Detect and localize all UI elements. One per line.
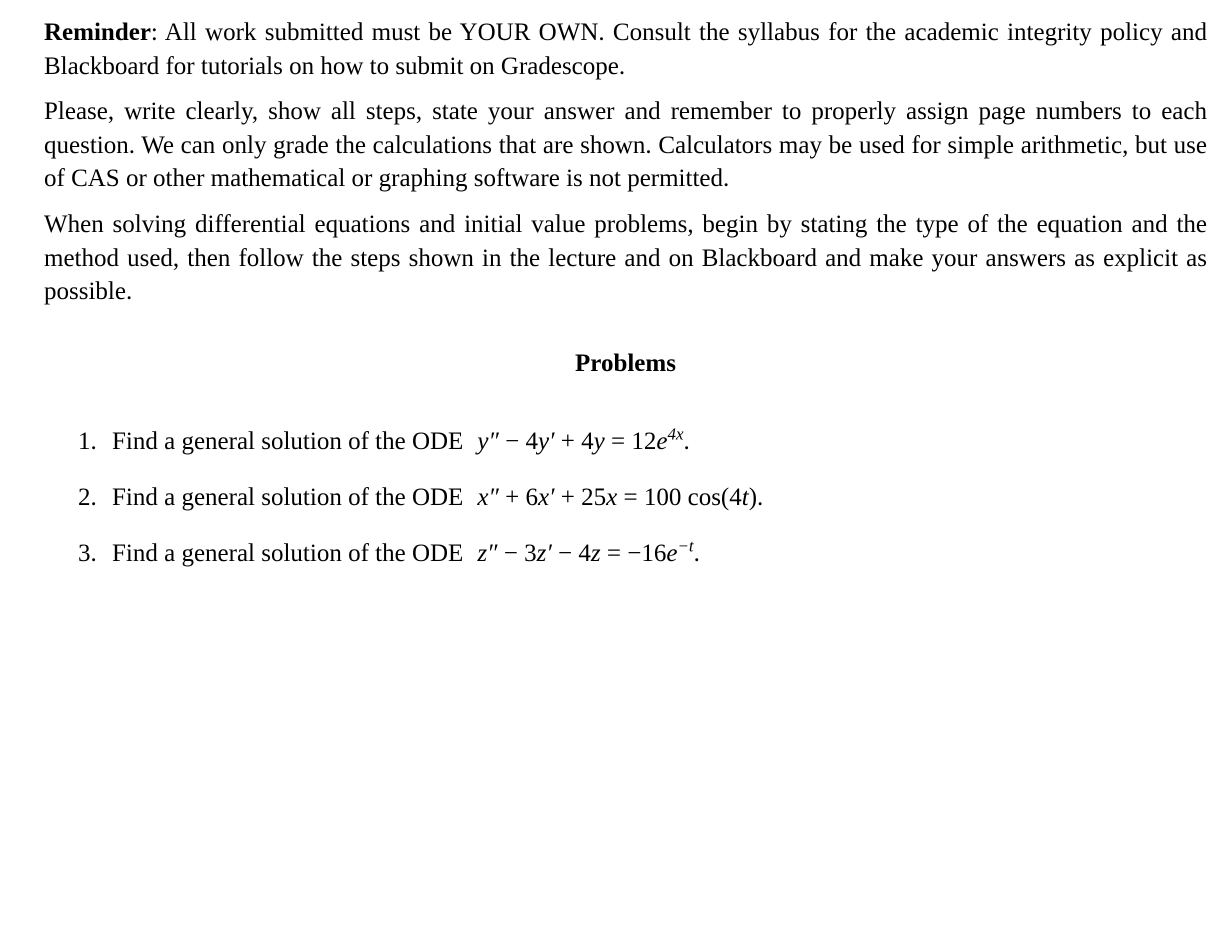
problem-list (44, 425, 1207, 571)
equation-term: ). (748, 483, 764, 511)
equation-exponent: −t (677, 536, 694, 556)
equation-term: e (666, 539, 678, 567)
equation-term: + 6 (498, 483, 538, 511)
equation-term: z″ (477, 539, 498, 567)
equation-term: . (683, 427, 690, 455)
equation-term: z (590, 539, 601, 567)
problem-item (44, 425, 1207, 459)
equation-term: x (606, 483, 618, 511)
problem-equation (477, 536, 700, 567)
problem-text: Find a general solution of the ODE (112, 427, 464, 455)
equation-term: = −16 (600, 539, 667, 567)
problem-item (44, 537, 1207, 571)
equation-term: + 25 (554, 483, 607, 511)
equation-term: = 12 (604, 427, 657, 455)
equation-term: y′ (537, 427, 555, 455)
method-paragraph: When solving differential equations and initial value problems, begin by stating the type of the equation and the method used, then follow the steps shown in the lecture and on Blackboard and make your answers as explicit as possible. (44, 210, 1207, 306)
equation-term: + 4 (554, 427, 594, 455)
problem-text: Find a general solution of the ODE (112, 539, 464, 567)
equation-exponent: 4x (667, 424, 684, 444)
equation-term: e (656, 427, 668, 455)
problem-equation (477, 424, 690, 455)
equation-term: x′ (537, 483, 555, 511)
equation-term: − 4 (551, 539, 591, 567)
reminder-paragraph (44, 16, 1207, 83)
problem-text: Find a general solution of the ODE (112, 483, 464, 511)
equation-term: − 3 (497, 539, 537, 567)
equation-term: y″ (477, 427, 499, 455)
problems-heading: Problems (575, 349, 676, 377)
document-page (44, 16, 1207, 593)
instructions-paragraph: Please, write clearly, show all steps, state your answer and remember to properly assign page numbers to each question. We can only grade the calculations that are shown. Calculators may be used for simple arithmetic, but use of CAS or other mathematical or graphing software is not permitted. (44, 98, 1207, 193)
equation-term: y (593, 427, 605, 455)
problem-equation (477, 484, 763, 511)
problem-number: 2. (78, 483, 97, 511)
equation-term: − 4 (498, 427, 538, 455)
equation-term: x″ (477, 483, 499, 511)
problem-item (44, 481, 1207, 515)
reminder-label: Reminder (44, 19, 151, 46)
equation-term: z′ (536, 539, 552, 567)
equation-term: = 100 cos(4 (617, 483, 742, 511)
problem-number: 3. (78, 539, 97, 567)
equation-term: t (741, 483, 749, 511)
equation-term: . (693, 539, 700, 567)
problem-number: 1. (78, 427, 97, 455)
reminder-text: : All work submitted must be YOUR OWN. Consult the syllabus for the academic integrity policy and Blackboard for tutorials on how to submit on Gradescope. (44, 19, 1207, 80)
